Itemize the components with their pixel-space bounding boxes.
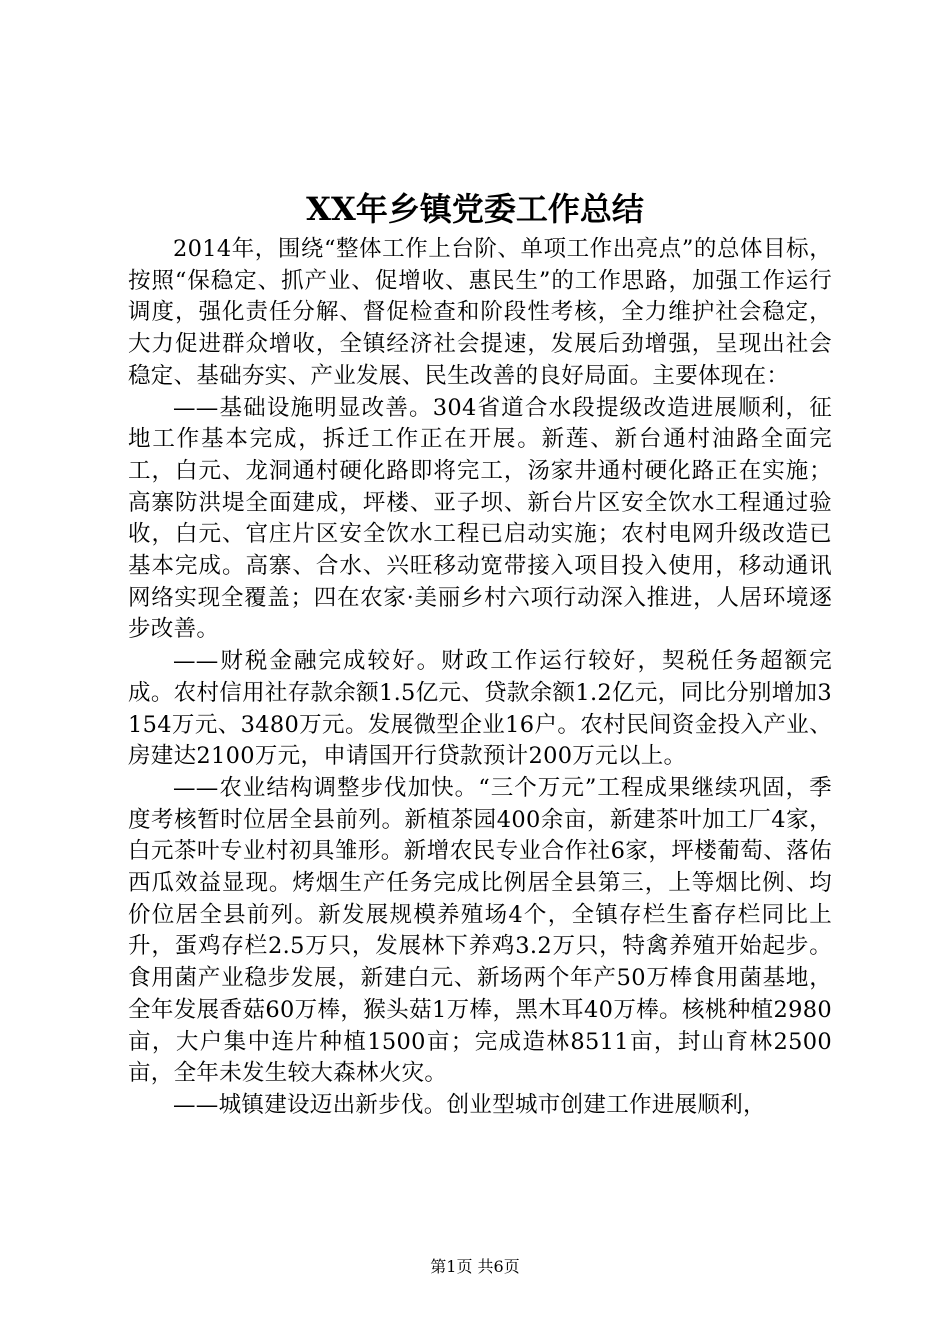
document-title: XX年乡镇党委工作总结 (306, 190, 644, 228)
paragraph-finance: ——财税金融完成较好。财政工作运行较好，契税任务超额完成。农村信用社存款余额1.5亿元、贷款余额1.2亿元，同比分别增加3154万元、3480万元。发展微型企业16户。农村民间资金投入产业、房建达2100万元，申请国开行贷款预计200万元以上。 (128, 648, 832, 770)
paragraph-infrastructure: ——基础设施明显改善。304省道合水段提级改造进展顺利，征地工作基本完成，拆迁工作正在开展。新莲、新台通村油路全面完工，白元、龙洞通村硬化路即将完工，汤家井通村硬化路正在实施；高寨防洪堤全面建成，坪楼、亚子坝、新台片区安全饮水工程通过验收，白元、官庄片区安全饮水工程已启动实施；农村电网升级改造已基本完成。高寨、合水、兴旺移动宽带接入项目投入使用，移动通讯网络实现全覆盖；四在农家·美丽乡村六项行动深入推进，人居环境逐步改善。 (128, 394, 832, 643)
paragraph-intro: 2014年，围绕“整体工作上台阶、单项工作出亮点”的总体目标，按照“保稳定、抓产业、促增收、惠民生”的工作思路，加强工作运行调度，强化责任分解、督促检查和阶段性考核，全力维护社会稳定，大力促进群众增收，全镇经济社会提速，发展后劲增强，呈现出社会稳定、基础夯实、产业发展、民生改善的良好局面。主要体现在： (128, 236, 832, 389)
paragraph-town-construction: ——城镇建设迈出新步伐。创业型城市创建工作进展顺利， (173, 1091, 766, 1118)
document-body (128, 234, 832, 1122)
page-footer: 第1页 共6页 (430, 1257, 520, 1276)
paragraph-agriculture: ——农业结构调整步伐加快。“三个万元”工程成果继续巩固，季度考核暂时位居全县前列。新植茶园400余亩，新建茶叶加工厂4家，白元茶叶专业村初具雏形。新增农民专业合作社6家，坪楼葡萄、落佑西瓜效益显现。烤烟生产任务完成比例居全县第三，上等烟比例、均价位居全县前列。新发展规模养殖场4个，全镇存栏生畜存栏同比上升，蛋鸡存栏2.5万只，发展林下养鸡3.2万只，特禽养殖开始起步。食用菌产业稳步发展，新建白元、新场两个年产50万棒食用菌基地，全年发展香菇60万棒，猴头菇1万棒，黑木耳40万棒。核桃种植2980亩，大户集中连片种植1500亩；完成造林8511亩，封山育林2500亩，全年未发生较大森林火灾。 (128, 774, 832, 1087)
